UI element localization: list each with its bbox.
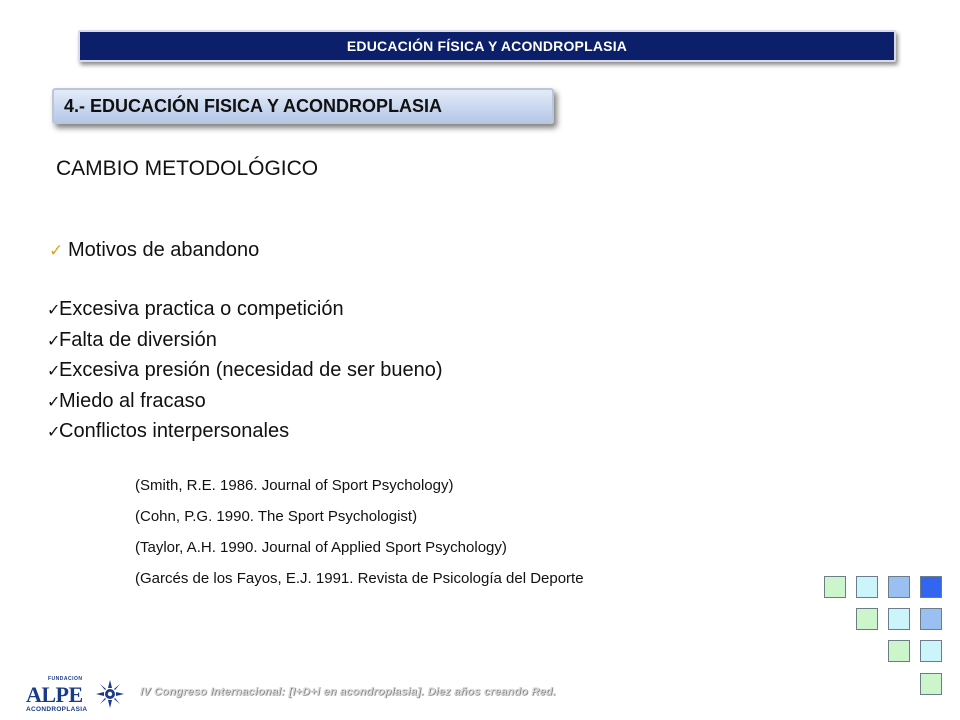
logo-main-text: ALPE [26, 682, 83, 707]
deco-square [856, 608, 878, 630]
reference-item: (Taylor, A.H. 1990. Journal of Applied Sport Psychology) [135, 539, 507, 556]
deco-square [824, 576, 846, 598]
deco-square [888, 608, 910, 630]
deco-square [920, 640, 942, 662]
check-icon: ✓ [47, 424, 61, 441]
logo-sub-text: ACONDROPLASIA [26, 706, 88, 713]
deco-square [888, 576, 910, 598]
list-item-text: Excesiva presión (necesidad de ser bueno) [59, 359, 443, 381]
section-title: 4.- EDUCACIÓN FISICA Y ACONDROPLASIA [64, 95, 443, 116]
subheading: CAMBIO METODOLÓGICO [56, 157, 319, 180]
reference-item: (Smith, R.E. 1986. Journal of Sport Psychology) [135, 477, 454, 494]
list-item [47, 417, 443, 448]
reference-item: (Cohn, P.G. 1990. The Sport Psychologist) [135, 508, 418, 525]
list-item [47, 295, 443, 326]
list-item-text: Falta de diversión [59, 328, 217, 351]
alpe-logo [24, 676, 132, 716]
logo-top-text: FUNDACION [48, 676, 83, 682]
check-icon: ✓ [47, 332, 61, 350]
footer-text: IV Congreso Internacional: [I+D+i en acondroplasia]. Diez años creando Red. [140, 686, 556, 698]
check-icon: ✓ [47, 302, 61, 319]
list-item-text: Excesiva practica o competición [59, 298, 344, 320]
list-item [47, 387, 443, 418]
deco-square [856, 576, 878, 598]
top-banner [78, 30, 896, 62]
list-item [47, 356, 443, 387]
list-item-text: Conflictos interpersonales [59, 420, 290, 442]
motivos-label: Motivos de abandono [68, 239, 260, 261]
section-title-box [52, 88, 554, 124]
deco-square [920, 576, 942, 598]
list-item [47, 326, 443, 357]
reference-item: (Garcés de los Fayos, E.J. 1991. Revista de Psicología del Deporte [135, 570, 584, 587]
references-list [135, 470, 584, 594]
motivos-line [49, 239, 259, 262]
deco-square [920, 673, 942, 695]
check-icon: ✓ [47, 393, 61, 411]
sun-icon [96, 680, 124, 708]
deco-square [920, 608, 942, 630]
reasons-list [47, 295, 443, 448]
deco-square [888, 640, 910, 662]
check-icon: ✓ [49, 241, 64, 260]
list-item-text: Miedo al fracaso [59, 389, 206, 412]
check-icon: ✓ [47, 363, 61, 380]
banner-title: EDUCACIÓN FÍSICA Y ACONDROPLASIA [346, 38, 628, 54]
